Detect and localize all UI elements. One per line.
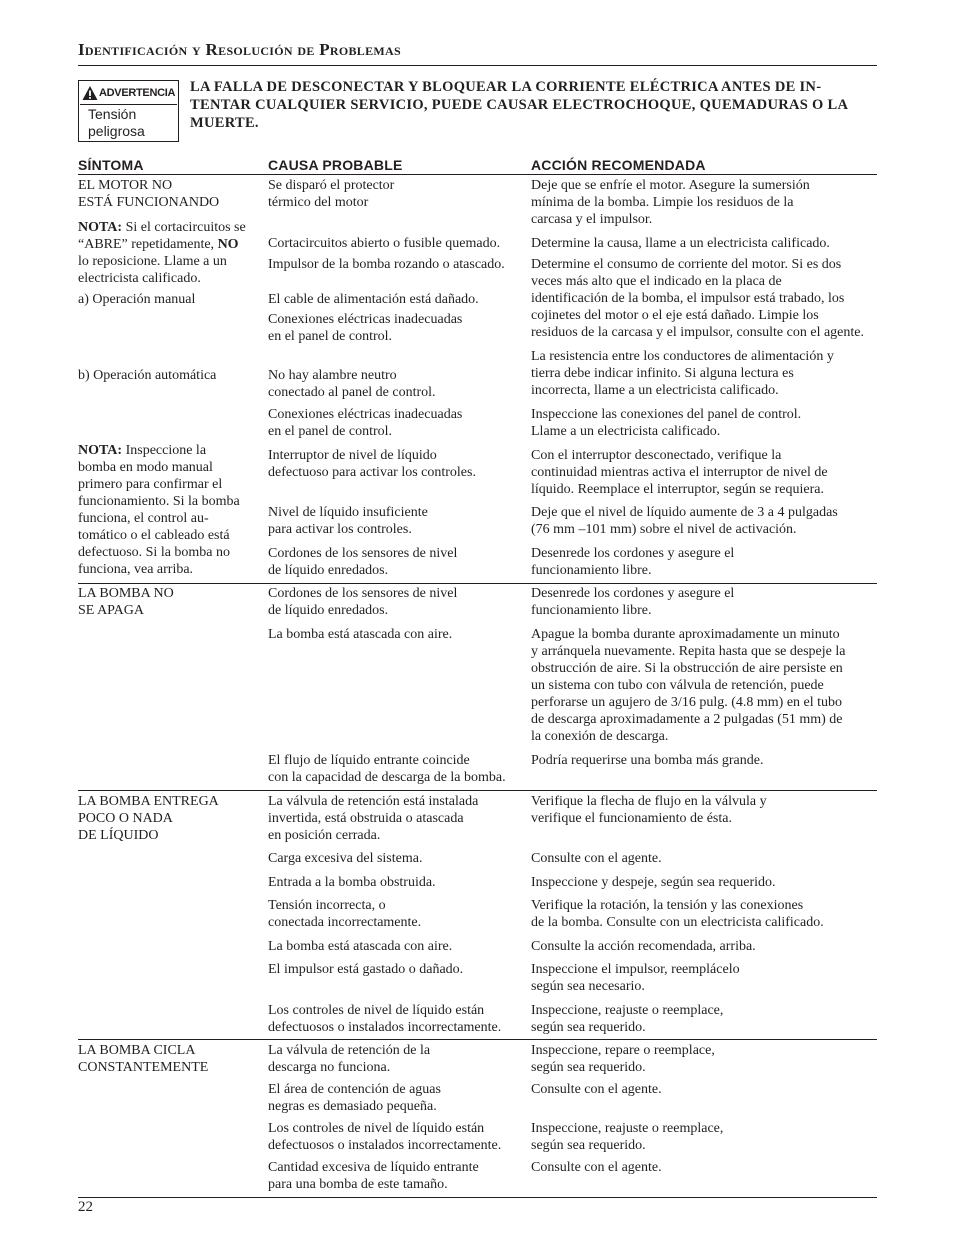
action-resistance-check: La resistencia entre los conductores de alimentación y tierra debe indicar infinito. Si alguna lectura es incorrecta, llame a un electricista calificado. xyxy=(531,349,834,398)
action-inspect-panel: Inspeccione las conexiones del panel de control. Llame a un electricista calificado. xyxy=(531,407,802,439)
cause-no-neutral: No hay alambre neutro conectado al panel de control. xyxy=(268,368,436,400)
note-breaker: NOTA: Si el cortacircuitos se “ABRE” repetidamente, NO lo reposicione. Llame a un electricista calificado. xyxy=(78,220,246,286)
header-action: ACCIÓN RECOMENDADA xyxy=(531,157,706,173)
cause-breaker-open: Cortacircuitos abierto o fusible quemado. xyxy=(268,236,501,251)
cause-thermal-protector: Se disparó el protector térmico del motor xyxy=(268,178,395,210)
cause-tangled-cords: Cordones de los sensores de nivel de líquido enredados. xyxy=(268,586,458,618)
cause-power-cable-damaged: El cable de alimentación está dañado. xyxy=(268,292,479,307)
warning-label: ADVERTENCIA xyxy=(99,87,176,99)
section-rule xyxy=(78,790,877,791)
bottom-rule xyxy=(78,1197,877,1198)
action-inspect-clear: Inspeccione y despeje, según sea requerido. xyxy=(531,875,776,890)
auto-operation-label: b) Operación automática xyxy=(78,368,217,383)
cause-air-lock: La bomba está atascada con aire. xyxy=(268,939,453,954)
section-rule xyxy=(78,1039,877,1040)
cause-low-level: Nivel de líquido insuficiente para activar los controles. xyxy=(268,505,428,537)
warning-label-box xyxy=(78,80,179,142)
action-motor-current: Determine el consumo de corriente del motor. Si es dos veces más alto que el indicado en la placa de identificación de la bomba, el impulsor está trabado, los cojinetes del motor o el eje está dañado. Limpie los residuos de la carcasa y el impulsor, consulte con el agente. xyxy=(531,257,864,340)
symptom-pump-wont-stop: LA BOMBA NO SE APAGA xyxy=(78,586,174,618)
action-consult-agent: Consulte con el agente. xyxy=(531,1160,662,1175)
action-inspect-impeller: Inspeccione el impulsor, reemplácelo según sea necesario. xyxy=(531,962,740,994)
cause-bad-connections: Conexiones eléctricas inadecuadas en el panel de control. xyxy=(268,312,463,344)
action-breaker-open: Determine la causa, llame a un electricista calificado. xyxy=(531,236,830,251)
action-bigger-pump: Podría requerirse una bomba más grande. xyxy=(531,753,764,768)
action-check-continuity: Con el interruptor desconectado, verifique la continuidad mientras activa el interruptor de nivel de líquido. Reemplace el interruptor, según se requiera. xyxy=(531,448,828,497)
warning-text: LA FALLA DE DESCONECTAR Y BLOQUEAR LA CORRIENTE ELÉCTRICA ANTES DE IN-TENTAR CUALQUIER SERVICIO, PUEDE CAUSAR ELECTROCHOQUE, QUEMADURAS O LA MUERTE. xyxy=(190,79,848,131)
action-see-above: Consulte la acción recomendada, arriba. xyxy=(531,939,756,954)
warning-band xyxy=(80,82,177,105)
symptom-cycles-constantly: LA BOMBA CICLA CONSTANTEMENTE xyxy=(78,1043,209,1075)
manual-operation-label: a) Operación manual xyxy=(78,292,196,307)
action-verify-rotation: Verifique la rotación, la tensión y las conexiones de la bomba. Consulte con un electricista calificado. xyxy=(531,898,824,930)
warning-triangle-icon xyxy=(82,85,98,101)
cause-check-valve-failed: La válvula de retención de la descarga no funciona. xyxy=(268,1043,431,1075)
cause-level-controls: Los controles de nivel de líquido están defectuosos o instalados incorrectamente. xyxy=(268,1003,502,1035)
cause-level-switch: Interruptor de nivel de líquido defectuoso para activar los controles. xyxy=(268,448,476,480)
action-readjust-replace: Inspeccione, reajuste o reemplace, según sea requerido. xyxy=(531,1121,724,1153)
action-untangle-cords: Desenrede los cordones y asegure el funcionamiento libre. xyxy=(531,546,735,578)
cause-basin-too-small: El área de contención de aguas negras es demasiado pequeña. xyxy=(268,1082,441,1114)
action-clear-air-lock: Apague la bomba durante aproximadamente un minuto y arránquela nuevamente. Repita hasta que se despeje la obstrucción de aire. Si la obstrucción de aire persiste en un sistema con tubo con válvula de retención, puede perforarse un agujero de 3/16 pulg. (4.8 mm) en el tubo de descarga aproximadamente a 2 pulgadas (51 mm) de la conexión de descarga. xyxy=(531,627,846,744)
cause-impeller-rubbing: Impulsor de la bomba rozando o atascado. xyxy=(268,257,505,272)
warning-sublabel: Tensión peligrosa xyxy=(88,106,145,139)
cause-level-controls: Los controles de nivel de líquido están defectuosos o instalados incorrectamente. xyxy=(268,1121,502,1153)
cause-inflow-matches: El flujo de líquido entrante coincide con la capacidad de descarga de la bomba. xyxy=(268,753,506,785)
note-manual-check: NOTA: Inspeccione la bomba en modo manual primero para confirmar el funcionamiento. Si la bomba funciona, el control au- tomático o el cableado está defectuoso. Si la bomba no funciona, vea arriba. xyxy=(78,443,240,577)
page-title: Identificación y Resolución de Problemas xyxy=(78,40,401,59)
page-number: 22 xyxy=(78,1199,93,1215)
symptom-motor-not-running: EL MOTOR NO ESTÁ FUNCIONANDO xyxy=(78,178,220,210)
cause-impeller-worn: El impulsor está gastado o dañado. xyxy=(268,962,464,977)
action-raise-level: Deje que el nivel de líquido aumente de 3 a 4 pulgadas (76 mm –101 mm) sobre el nivel de activación. xyxy=(531,505,838,537)
action-readjust-replace: Inspeccione, reajuste o reemplace, según sea requerido. xyxy=(531,1003,724,1035)
cause-tangled-cords: Cordones de los sensores de nivel de líquido enredados. xyxy=(268,546,458,578)
action-consult-agent: Consulte con el agente. xyxy=(531,851,662,866)
header-cause: CAUSA PROBABLE xyxy=(268,157,403,173)
title-rule xyxy=(78,65,877,66)
cause-bad-connections-2: Conexiones eléctricas inadecuadas en el panel de control. xyxy=(268,407,463,439)
cause-air-lock: La bomba está atascada con aire. xyxy=(268,627,453,642)
section-rule xyxy=(78,583,877,584)
cause-excess-inflow: Cantidad excesiva de líquido entrante para una bomba de este tamaño. xyxy=(268,1160,479,1192)
action-inspect-repair: Inspeccione, repare o reemplace, según sea requerido. xyxy=(531,1043,715,1075)
action-consult-agent: Consulte con el agente. xyxy=(531,1082,662,1097)
cause-check-valve: La válvula de retención está instalada invertida, está obstruida o atascada en posición cerrada. xyxy=(268,794,479,843)
cause-inlet-blocked: Entrada a la bomba obstruida. xyxy=(268,875,436,890)
action-check-valve: Verifique la flecha de flujo en la válvula y verifique el funcionamiento de ésta. xyxy=(531,794,767,826)
cause-wrong-voltage: Tensión incorrecta, o conectada incorrectamente. xyxy=(268,898,422,930)
action-untangle-cords: Desenrede los cordones y asegure el funcionamiento libre. xyxy=(531,586,735,618)
header-rule xyxy=(78,174,877,175)
cause-excessive-head: Carga excesiva del sistema. xyxy=(268,851,423,866)
action-cool-motor: Deje que se enfríe el motor. Asegure la sumersión mínima de la bomba. Limpie los residuos de la carcasa y el impulsor. xyxy=(531,178,810,227)
header-symptom: SÍNTOMA xyxy=(78,157,144,173)
symptom-low-delivery: LA BOMBA ENTREGA POCO O NADA DE LÍQUIDO xyxy=(78,794,219,843)
